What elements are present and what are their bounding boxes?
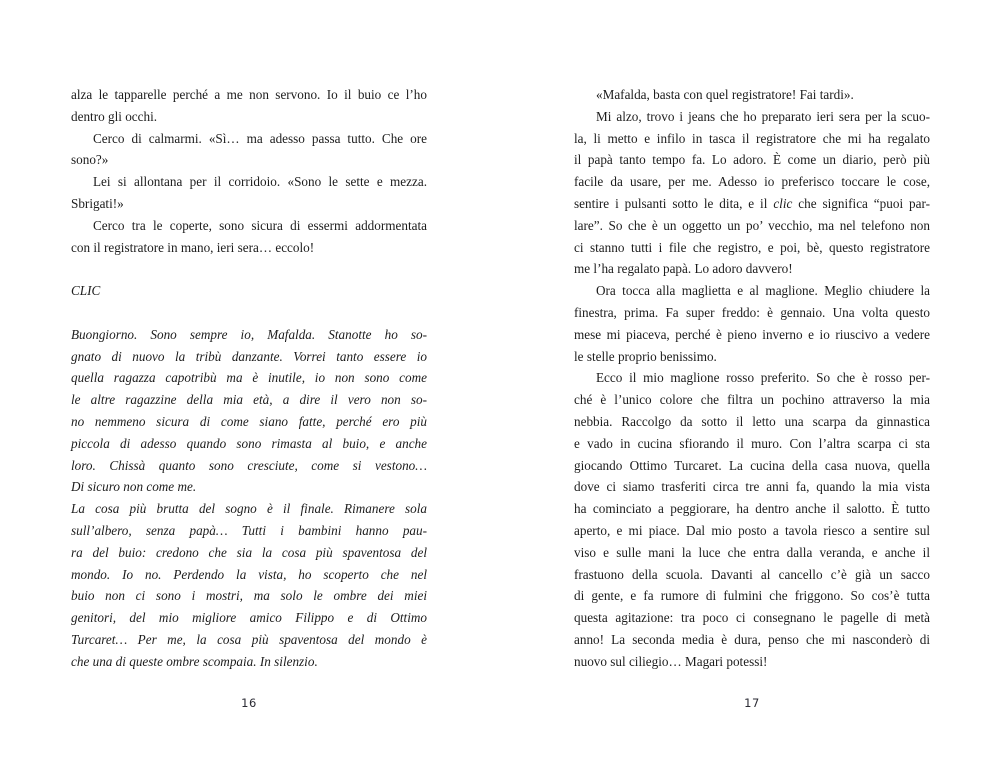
text-line: frastuono della scuola. Davanti al cancello c’è già un sacco (574, 566, 930, 582)
text-line: Buongiorno. Sono sempre io, Mafalda. Stanotte ho so- (71, 326, 427, 342)
text-line: Di sicuro non come me. (71, 479, 197, 495)
text-line: loro. Chissà quanto sono cresciute, come si vestono… (71, 457, 427, 473)
text-line: piccola di adesso quando sono rimasta al buio, e anche (71, 435, 427, 451)
text-line: le stelle proprio benissimo. (574, 348, 717, 364)
text-line: di gente, e fa rumore di fulmini che friggono. So cos’è tutta (574, 588, 930, 604)
text-line: buio non ci sono i mostri, ma solo le ombre dei miei (71, 588, 427, 604)
text-line: ra del buio: credono che sia la cosa più spaventosa del (71, 544, 427, 560)
text-line: che una di queste ombre scompaia. In silenzio. (71, 653, 318, 669)
page-number-left: 16 (241, 696, 257, 710)
blank-line (71, 258, 427, 280)
text-line: nuovo sul ciliegio… Magari potessi! (574, 653, 768, 669)
text-line: anno! La seconda media è dura, penso che mi nasconderò di (574, 631, 930, 647)
text-line: e vado in cucina sfiorando il muro. Con l’altra scarpa ci sta (574, 435, 930, 451)
text-line: mese mi piaceva, perché è pieno inverno e io riuscivo a vedere (574, 326, 930, 342)
text-line: sentire i pulsanti sotto le dita, e il clic che significa “puoi par- (574, 195, 930, 211)
blank-line (71, 302, 427, 324)
text-line: la, li metto e infilo in tasca il registratore che mi ha regalato (574, 130, 930, 146)
text-line: La cosa più brutta del sogno è il finale. Rimanere sola (71, 501, 427, 517)
text-line: genitori, del mio migliore amico Filippo e di Ottimo (71, 610, 427, 626)
text-line: «Mafalda, basta con quel registratore! Fai tardi». (596, 87, 854, 102)
text-line: ha cominciato a peggiorare, ha dentro anche il salotto. È tutto (574, 501, 930, 517)
right-page-text (574, 84, 930, 673)
text-line: sono?» (71, 152, 109, 168)
text-line: dentro gli occhi. (71, 108, 158, 124)
text-line: Lei si allontana per il corridoio. «Sono le sette e mezza. (93, 174, 427, 190)
text-line: il papà tanto tempo fa. Lo adoro. È come un diario, però più (574, 152, 930, 168)
text-line: finestra, prima. Fa super freddo: è gennaio. Una volta questo (574, 304, 930, 320)
text-line: nebbia. Raccolgo da sotto il letto una scarpa da ginnastica (574, 413, 930, 429)
text-line: Ecco il mio maglione rosso preferito. So che è rosso per- (596, 370, 930, 386)
text-line: le altre ragazzine della mia età, a dire il vero non so- (71, 392, 427, 408)
left-page-text (71, 84, 427, 673)
text-line: dove ci siamo trasferiti circa tre anni fa, quando la mia vista (574, 479, 930, 495)
text-line: mondo. Io no. Perdendo la vista, ho scoperto che nel (71, 566, 427, 582)
text-line: me l’ha regalato papà. Lo adoro davvero! (574, 261, 793, 277)
text-line: giocando Ottimo Turcaret. La cucina della casa nuova, quella (574, 457, 930, 473)
text-line: con il registratore in mano, ieri sera… eccolo! (71, 239, 315, 255)
text-line: viso e sulle mani la luce che entra dalla veranda, e anche il (574, 544, 930, 560)
text-line: facile da usare, per me. Adesso io preferisco toccare le cose, (574, 174, 930, 190)
text-line: aperto, e mi piace. Dal mio posto a tavola riesco a sentire sul (574, 522, 930, 538)
text-line: ci stanno tutti i file che registro, e poi, bè, questo registratore (574, 239, 930, 255)
text-line: Turcaret… Per me, la cosa più spaventosa del mondo è (71, 631, 427, 647)
text-line: Cerco tra le coperte, sono sicura di essermi addormentata (93, 217, 427, 233)
page-number-right: 17 (744, 696, 760, 710)
text-line: no nemmeno sicura di come siano fatte, perché ero più (71, 413, 427, 429)
text-line: gnato di nuovo la tribù danzante. Vorrei tanto essere io (71, 348, 427, 364)
text-line: Sbrigati!» (71, 195, 124, 211)
text-line: ché è l’unico colore che filtra un pochino attraverso la mia (574, 392, 930, 408)
text-line: questa agitazione: tra poco ci consegnano le pagelle di metà (574, 610, 930, 626)
text-line: CLIC (71, 283, 101, 299)
text-line: Cerco di calmarmi. «Sì… ma adesso passa tutto. Che ore (93, 130, 427, 146)
text-line: quella ragazza capotribù ma è inutile, io non sono come (71, 370, 427, 386)
text-line: Mi alzo, trovo i jeans che ho preparato ieri sera per la scuo- (596, 108, 930, 124)
text-line: lare”. So che è un oggetto un po’ vecchio, ma nel telefono non (574, 217, 930, 233)
text-line: alza le tapparelle perché a me non servono. Io il buio ce l’ho (71, 87, 427, 102)
text-line: sull’albero, senza papà… Tutti i bambini hanno pau- (71, 522, 427, 538)
text-line: Ora tocca alla maglietta e al maglione. Meglio chiudere la (596, 283, 930, 299)
